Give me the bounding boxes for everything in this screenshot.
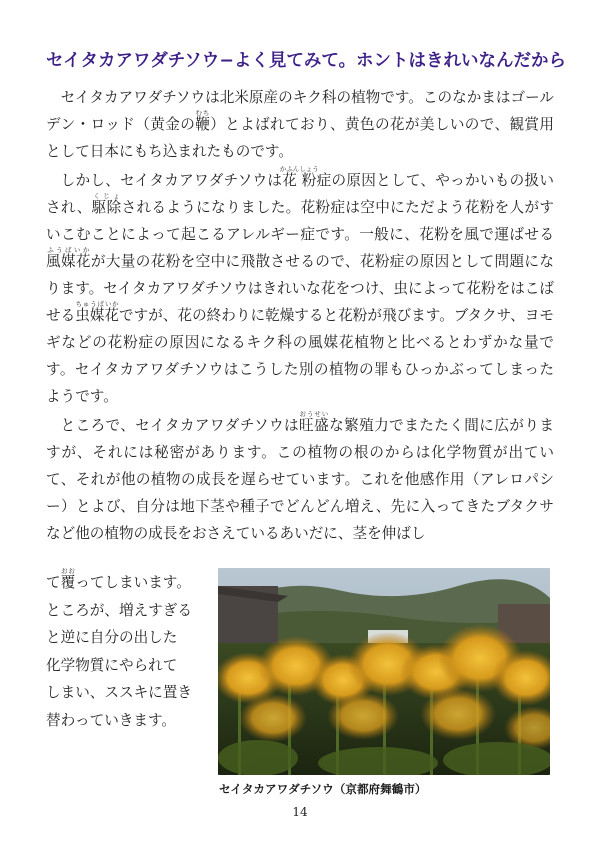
ruby-reading: かふんしょう bbox=[279, 165, 319, 173]
text-run: ですが、花の終わりに乾燥すると花粉が飛びます。ブタクサ、ヨモギなどの花粉症の原因になるキク科の風媒花植物と比べるとわずかな量です。セイタカアワダチソウはこうした別の植物の罪もひっかぶってしまったようです。 bbox=[46, 307, 554, 405]
ruby-annotated-word: 虫媒花ちゅうばいか bbox=[75, 300, 120, 324]
text-run: セイタカアワダチソウは北米原産のキク科の植物です。このなかまはゴールデン・ロッド（黄金の bbox=[46, 89, 554, 133]
text-run: 症の原因として、やっかいもの扱いされ、 bbox=[46, 172, 554, 216]
ruby-reading: くじょ bbox=[91, 192, 122, 200]
page-heading: セイタカアワダチソウ−よく見てみて。ホントはきれいなんだから bbox=[46, 51, 567, 71]
ruby-reading: ちゅうばいか bbox=[75, 300, 120, 308]
ruby-reading: おうせい bbox=[299, 410, 329, 418]
paragraph-2 bbox=[46, 165, 554, 410]
ruby-annotated-word: 覆おお bbox=[60, 567, 76, 591]
text-run: ってしまいます。 ところが、増えすぎる と逆に自分の出した 化学物質にやられて しまい、ススキに置き 替わっていきます。 bbox=[46, 574, 192, 729]
goldenrod-photo-image bbox=[218, 568, 550, 775]
ruby-annotated-word: 鞭むち bbox=[195, 109, 211, 133]
ruby-annotated-word: 駆除くじょ bbox=[91, 192, 122, 216]
text-run: されるようになりました。花粉症は空中にただよう花粉を人がすいこむことによって起こるアレルギー症です。一般に、花粉を風で運ばせる bbox=[46, 199, 554, 243]
side-text bbox=[46, 567, 211, 734]
paragraph-3 bbox=[46, 410, 554, 547]
ruby-annotated-word: 風媒花ふうばいか bbox=[46, 246, 91, 270]
paragraph-1 bbox=[46, 84, 554, 165]
text-run: な繁殖力でまたたく間に広がりますが、それには秘密があります。この植物の根のからは化学物質が出ていて、それが他の植物の成長を遅らせています。これを他感作用（アレロパシー）とよび、自分は地下茎や種子でどんどん増え、先に入ってきたブタクサなど他の植物の成長をおさえているあいだに、茎を伸ばし bbox=[46, 417, 554, 542]
text-run: しかし、セイタカアワダチソウは bbox=[60, 172, 283, 189]
ruby-reading: おお bbox=[60, 567, 76, 575]
ruby-reading: ふうばいか bbox=[46, 246, 91, 254]
photo-caption: セイタカアワダチソウ（京都府舞鶴市） bbox=[219, 782, 427, 796]
text-run: ところで、セイタカアワダチソウは bbox=[60, 417, 300, 434]
page-number: 14 bbox=[292, 805, 308, 819]
text-run: が大量の花粉を空中に飛散させるので、花粉症の原因として問題になります。セイタカアワダチソウはきれいな花をつけ、虫によって花粉をはこばせる bbox=[46, 253, 554, 324]
ruby-annotated-word: 旺盛おうせい bbox=[299, 410, 330, 434]
text-run: ）とよばれており、黄色の花が美しいので、観賞用として日本にもち込まれたものです。 bbox=[46, 116, 554, 160]
ruby-reading: むち bbox=[195, 109, 210, 117]
ruby-annotated-word: 花粉かふんしょう bbox=[279, 165, 319, 189]
goldenrod-photo bbox=[218, 568, 550, 775]
body-text bbox=[46, 84, 554, 547]
text-run: て bbox=[46, 574, 61, 591]
